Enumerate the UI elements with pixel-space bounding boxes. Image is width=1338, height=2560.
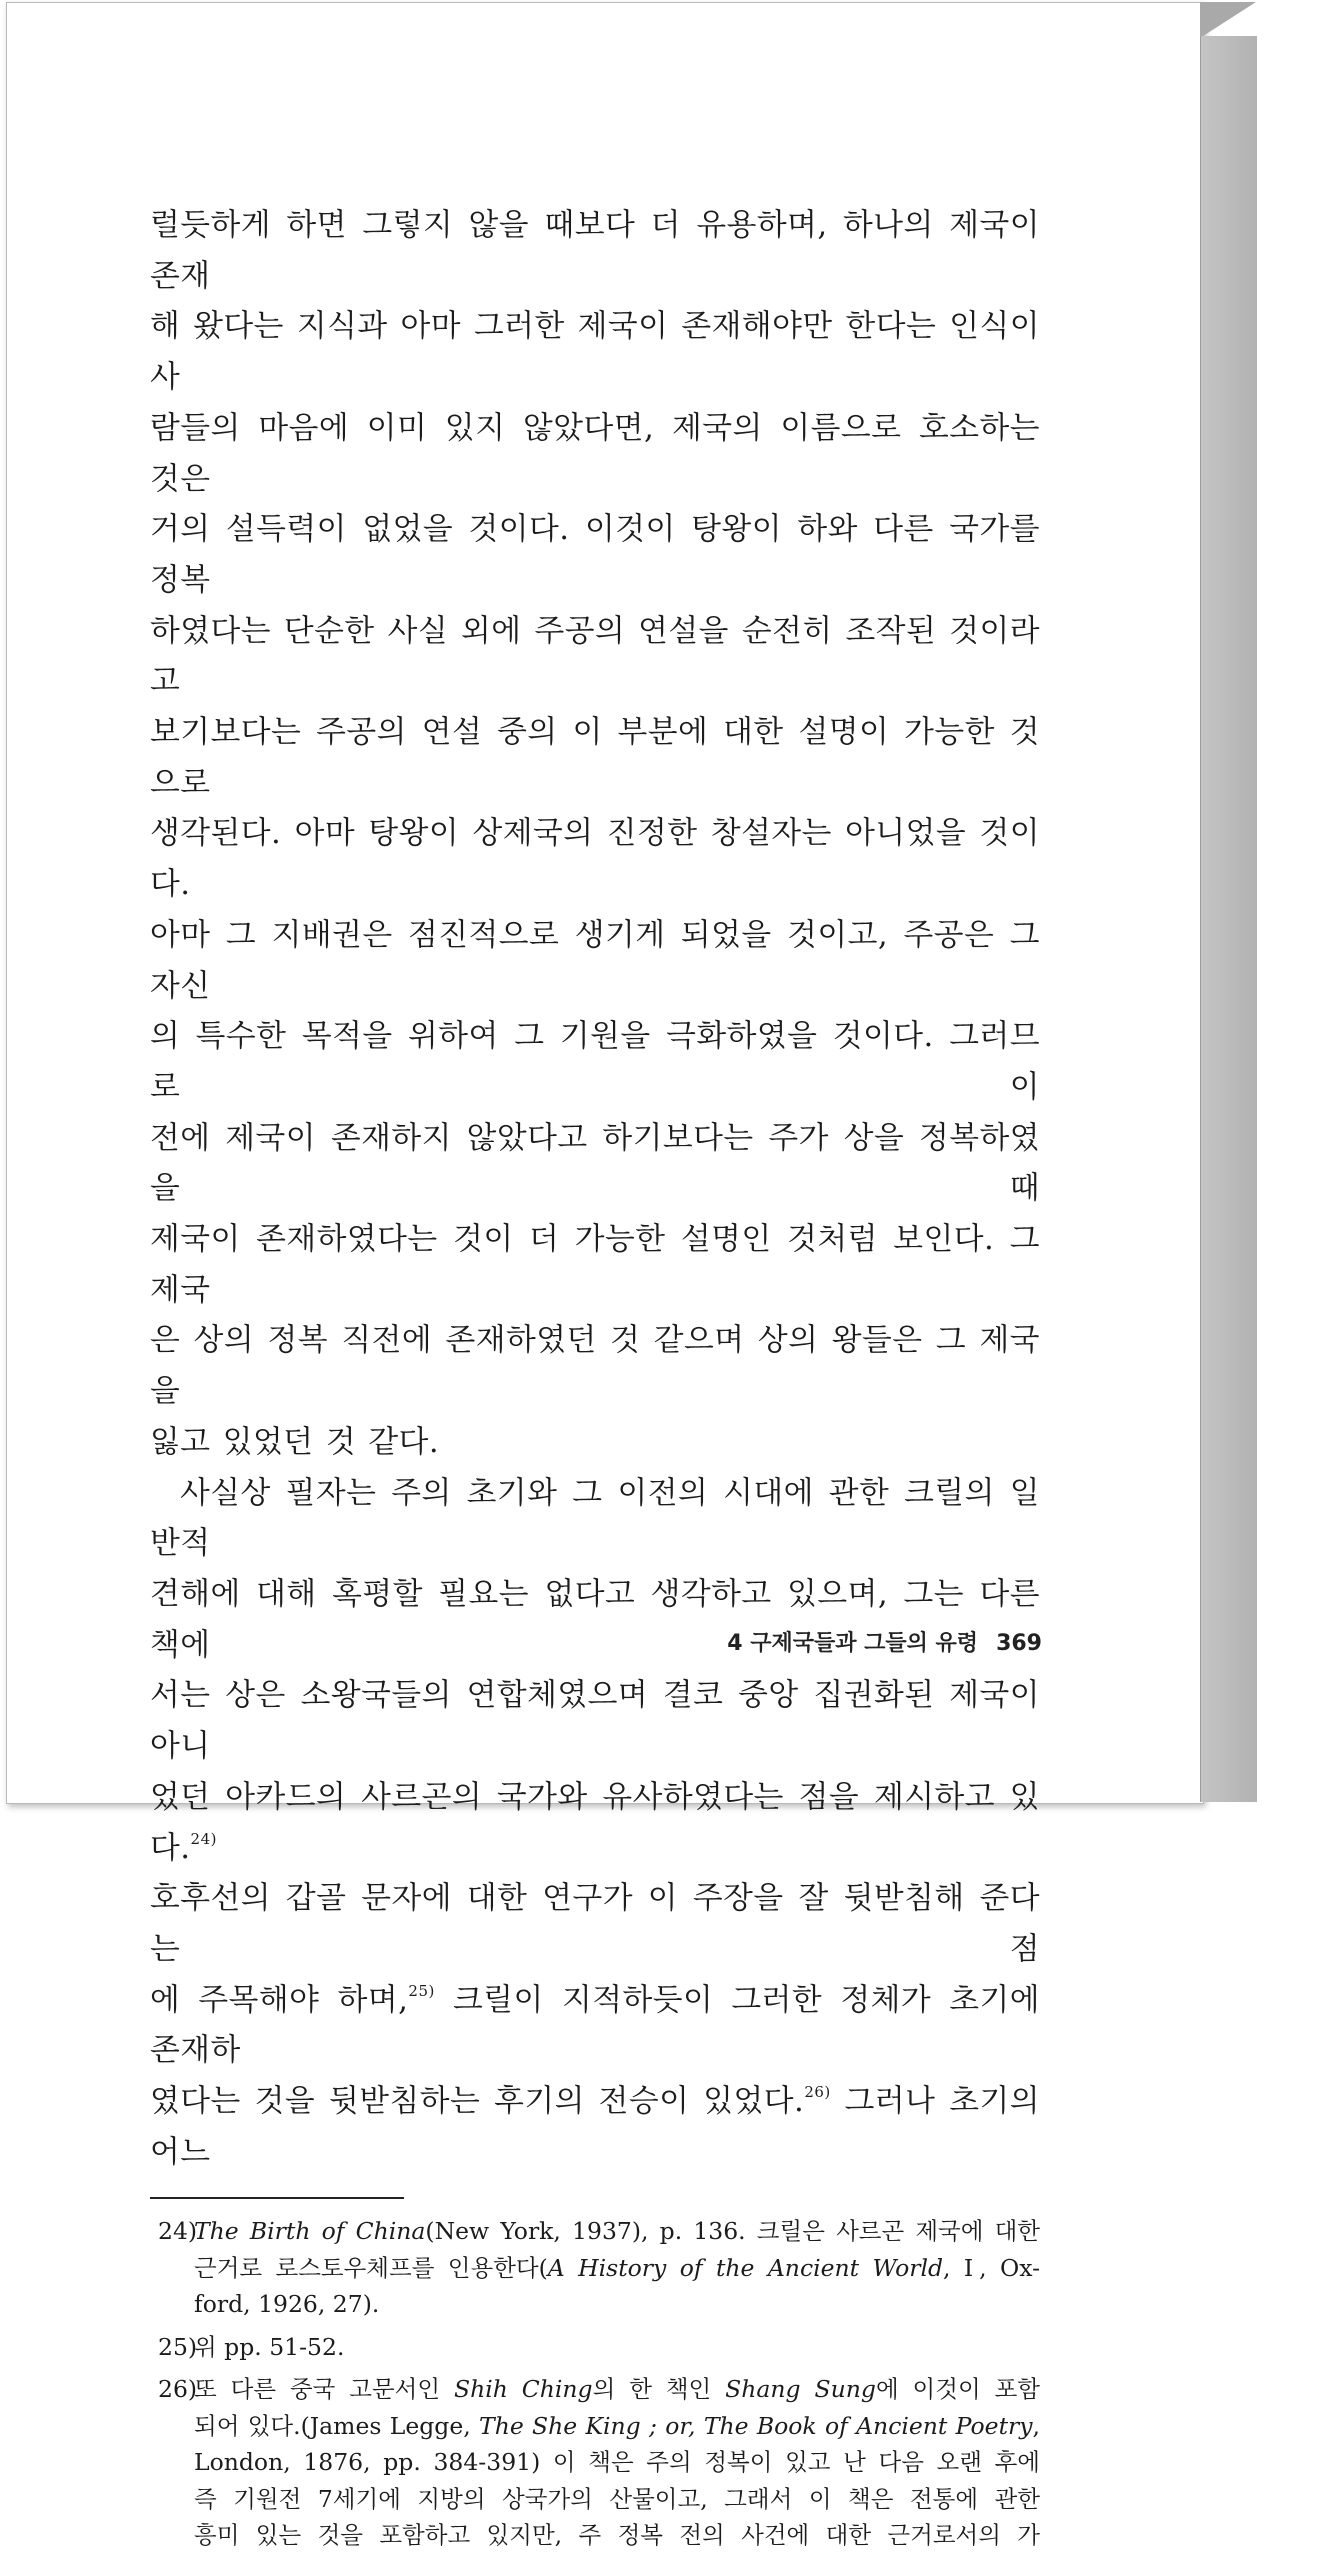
text-line: [150, 1975, 1040, 2076]
text-segment: 었던 아카드의 사르곤의 국가와 유사하였다는 점을 제시하고 있다.: [150, 1778, 1040, 1866]
text-line: 호후선의 갑골 문자에 대한 연구가 이 주장을 잘 뒷받침해 준다는 점: [150, 1880, 1040, 1967]
footnote-text: (New York, 1937), p. 136. 크릴은 사르곤 제국에 대한: [425, 2217, 1040, 2246]
text-line: 잃고 있었던 것 같다.: [150, 1423, 440, 1460]
footnote-text: 되어 있다.(James Legge,: [194, 2411, 480, 2440]
footnote-text: 의 한 책인: [592, 2375, 726, 2404]
text-line: 아마 그 지배권은 점진적으로 생기게 되었을 것이고, 주공은 그 자신: [150, 916, 1040, 1004]
text-line: 견해에 대해 혹평할 필요는 없다고 생각하고 있으며, 그는 다른 책에: [150, 1575, 1040, 1663]
footnote-26: [150, 2371, 1040, 2554]
text-segment: 크릴이 지적하듯이 그러한 정체가 초기에 존재하: [150, 1981, 1040, 2069]
footnote-text: ,: [1032, 2411, 1041, 2440]
text-line: 서는 상은 소왕국들의 연합체였으며 결코 중앙 집권화된 제국이 아니: [150, 1677, 1040, 1765]
footnote-ref-26[interactable]: 26): [804, 2083, 831, 2102]
footnote-text: 또 다른 중국 고문서인: [194, 2375, 454, 2404]
footnote-text: 근거로 로스토우체프를 인용한다(: [194, 2253, 548, 2282]
text-line: [150, 1772, 1040, 1873]
footnote-number: 24): [158, 2217, 198, 2246]
text-segment: 에 주목해야 하며,: [150, 1981, 409, 2018]
text-line: 사실상 필자는 주의 초기와 그 이전의 시대에 관한 크릴의 일반적: [150, 1474, 1040, 1562]
text-line: 보기보다는 주공의 연설 중의 이 부분에 대한 설명이 가능한 것으로: [150, 714, 1040, 801]
page-number: 369: [996, 1631, 1042, 1656]
text-line: 럴듯하게 하면 그렇지 않을 때보다 더 유용하며, 하나의 제국이 존재: [150, 207, 1040, 294]
text-line: 하였다는 단순한 사실 외에 주공의 연설을 순전히 조작된 것이라고: [150, 612, 1040, 700]
text-line: 람들의 마음에 이미 있지 않았다면, 제국의 이름으로 호소하는 것은: [150, 409, 1040, 497]
page-content: [150, 200, 1040, 2560]
page-edge-top: [1200, 2, 1256, 38]
footnote-24: [150, 2213, 1040, 2323]
footnote-number: 25): [158, 2332, 198, 2361]
footnote-text: ford, 1926, 27).: [194, 2290, 380, 2319]
text-line: 생각된다. 아마 탕왕이 상제국의 진정한 창설자는 아니었을 것이다.: [150, 815, 1040, 903]
footnotes: [150, 2213, 1040, 2554]
text-line: 의 특수한 목적을 위하여 그 기원을 극화하였을 것이다. 그러므로 이: [150, 1018, 1040, 1105]
footnote-divider: [150, 2197, 404, 2199]
footnote-ref-24[interactable]: 24): [190, 1829, 217, 1848]
text-segment: 였다는 것을 뒷받침하는 후기의 전승이 있었다.: [150, 2083, 805, 2120]
book-spine-edge: [1200, 36, 1257, 1802]
text-line: 은 상의 정복 직전에 존재하였던 것 같으며 상의 왕들은 그 제국을: [150, 1322, 1040, 1410]
text-line: 제국이 존재하였다는 것이 더 가능한 설명인 것처럼 보인다. 그 제국: [150, 1221, 1040, 1308]
running-footer: [686, 1626, 1042, 1657]
footnote-text: 위 pp. 51-52.: [194, 2332, 345, 2361]
running-head: 4 구제국들과 그들의 유령: [727, 1631, 979, 1656]
book-title: Shih Ching: [453, 2375, 593, 2404]
book-title: A History of the Ancient World: [547, 2253, 944, 2282]
footnote-text: 즉 기원전 7세기에 지방의 상국가의 산물이고, 그래서 이 책은 전통에 관한: [194, 2484, 1040, 2513]
footnote-text: 에 이것이 포함: [875, 2375, 1040, 2404]
body-text: [150, 200, 1040, 2177]
book-title: The She King ; or, The Book of Ancient Poetry: [479, 2411, 1033, 2440]
text-line: 전에 제국이 존재하지 않았다고 하기보다는 주가 상을 정복하였을 때: [150, 1119, 1040, 1207]
text-segment: 그러나 초기의 어느: [150, 2083, 1040, 2170]
footnote-number: 26): [158, 2375, 198, 2404]
text-line: [150, 2076, 1040, 2177]
footnote-25: [150, 2329, 1040, 2366]
book-title: The Birth of China: [194, 2217, 426, 2246]
text-line: 해 왔다는 지식과 아마 그러한 제국이 존재해야만 한다는 인식이 사: [150, 308, 1040, 396]
footnote-text: 흥미 있는 것을 포함하고 있지만, 주 정복 전의 사건에 대한 근거로서의 가: [194, 2521, 1040, 2550]
book-title: Shang Sung: [725, 2375, 876, 2404]
footnote-text: London, 1876, pp. 384-391) 이 책은 주의 정복이 있고 난 다음 오랜 후에: [194, 2448, 1040, 2477]
footnote-text: , Ⅰ, Ox-: [943, 2253, 1041, 2282]
footnote-ref-25[interactable]: 25): [408, 1981, 435, 2000]
text-line: 거의 설득력이 없었을 것이다. 이것이 탕왕이 하와 다른 국가를 정복: [150, 511, 1040, 598]
